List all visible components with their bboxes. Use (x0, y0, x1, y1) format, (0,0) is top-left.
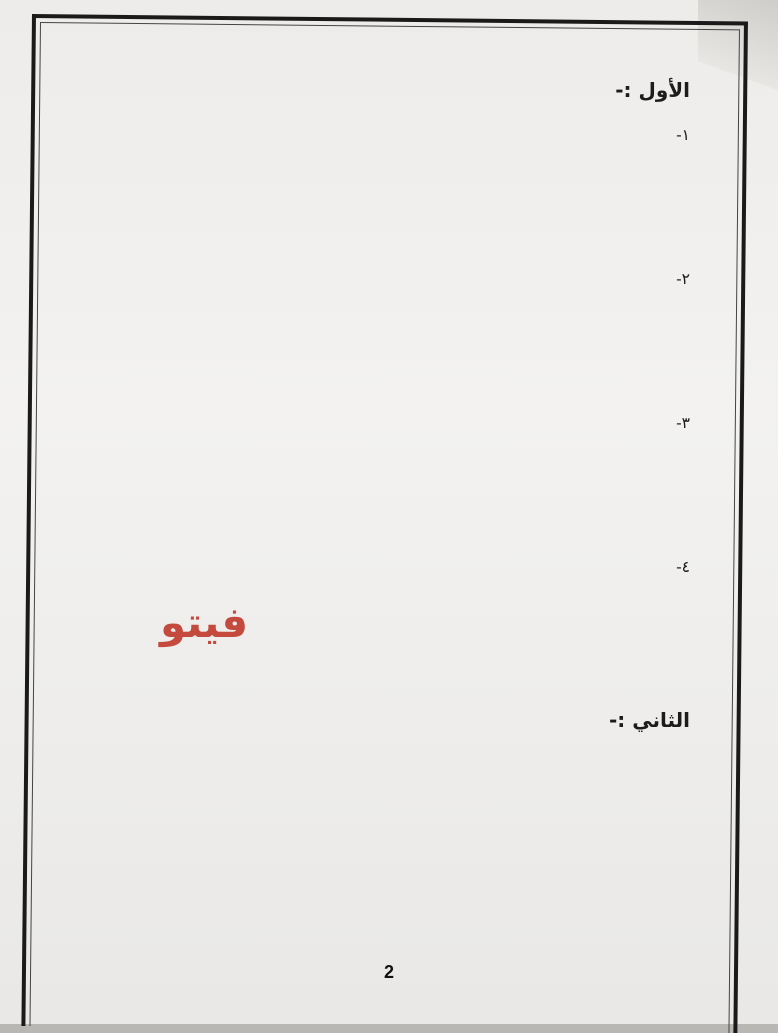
item-number: ٤- (676, 558, 690, 576)
section-heading-second: الثاني :- (608, 708, 690, 732)
item-line (62, 508, 664, 542)
item-line (62, 618, 664, 652)
item-line (62, 296, 664, 330)
item-line (62, 330, 664, 364)
item-line (62, 474, 664, 508)
list-item-1 (62, 118, 690, 254)
paragraph-line (62, 748, 690, 782)
section-second-paragraph (62, 748, 690, 884)
list-item-2 (62, 262, 690, 398)
paragraph-line (62, 850, 690, 884)
page-number: 2 (383, 962, 394, 982)
item-number: ٣- (676, 414, 690, 432)
item-line (62, 152, 664, 186)
item-line (62, 440, 664, 474)
list-item-3 (62, 406, 690, 542)
paragraph-line (62, 816, 690, 850)
document-body (62, 70, 690, 884)
item-line (62, 262, 664, 296)
item-line (62, 652, 664, 686)
item-line (62, 364, 664, 398)
item-line (62, 118, 664, 152)
section-heading-first: الأول :- (615, 78, 690, 102)
item-number: ٢- (676, 270, 690, 288)
item-line (62, 550, 664, 584)
list-item-4 (62, 550, 690, 686)
paragraph-line (62, 782, 690, 816)
item-line (62, 186, 664, 220)
item-line (62, 220, 664, 254)
watermark-logo: فيتو (160, 598, 249, 647)
item-line (62, 584, 664, 618)
item-line (62, 406, 664, 440)
item-number: ١- (676, 126, 690, 144)
